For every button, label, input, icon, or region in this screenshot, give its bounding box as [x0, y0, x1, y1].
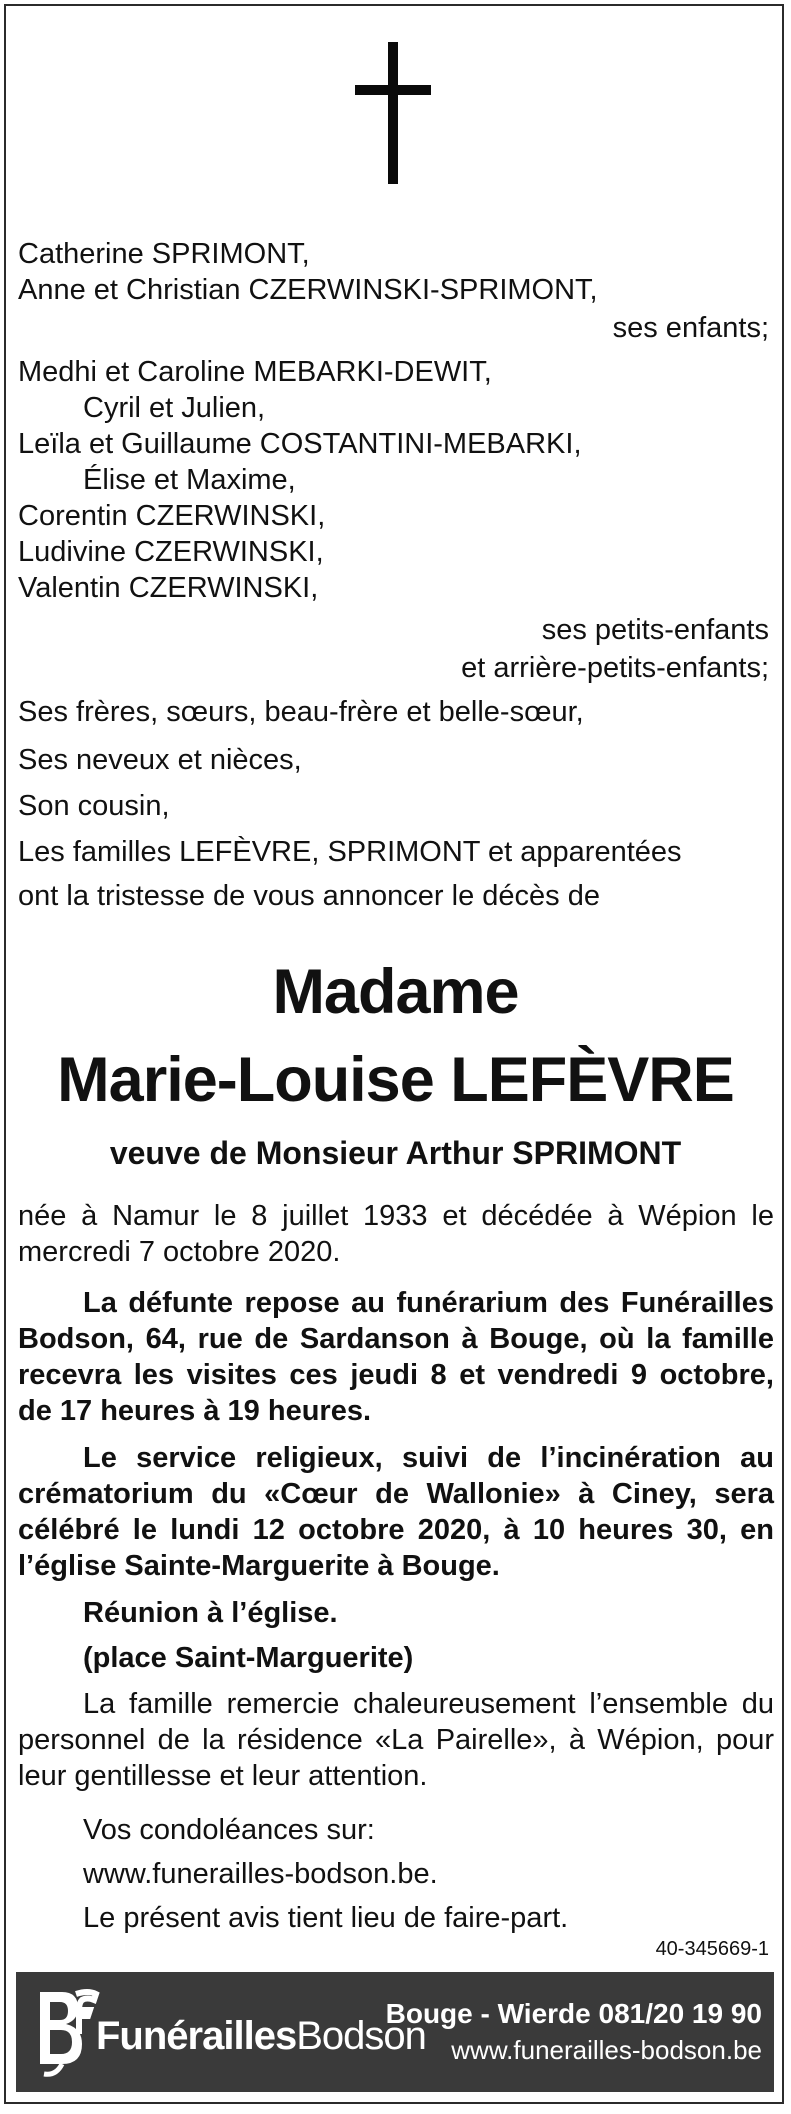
- thanks-text: La famille remercie chaleureusement l’ensemble du personnel de la résidence «La Pairelle», à Wépion, pour leur gentillesse et leur attention.: [18, 1688, 774, 1792]
- family-line: Ses frères, sœurs, beau-frère et belle-sœur,: [18, 696, 584, 728]
- family-line: ont la tristesse de vous annoncer le décès de: [18, 880, 600, 912]
- place-text: (place Saint-Marguerite): [83, 1642, 414, 1674]
- contact-line: [386, 1998, 762, 2030]
- family-line: Catherine SPRIMONT,: [18, 238, 310, 270]
- locations: Bouge - Wierde: [385, 1998, 591, 2029]
- family-line: Leïla et Guillaume COSTANTINI-MEBARKI,: [18, 428, 582, 460]
- family-line: Corentin CZERWINSKI,: [18, 500, 326, 532]
- family-line: ses enfants;: [612, 312, 769, 344]
- footer-website[interactable]: www.funerailles-bodson.be: [451, 2035, 762, 2065]
- birth-death-text: née à Namur le 8 juillet 1933 et décédée à Wépion le mercredi 7 octobre 2020.: [18, 1200, 774, 1268]
- phone-number[interactable]: 081/20 19 90: [598, 1998, 762, 2029]
- reference-number: 40-345669-1: [655, 1938, 769, 1960]
- deceased-name: Marie-Louise LEFÈVRE: [57, 1045, 734, 1115]
- meeting-text: Réunion à l’église.: [83, 1597, 338, 1629]
- deceased-title: Madame: [272, 957, 519, 1027]
- brand-second: Bodson: [296, 2014, 426, 2058]
- family-line: Ses neveux et nièces,: [18, 744, 302, 776]
- family-line: Les familles LEFÈVRE, SPRIMONT et apparentées: [18, 836, 682, 868]
- widow-of: veuve de Monsieur Arthur SPRIMONT: [109, 1135, 682, 1171]
- brand-first: Funérailles: [96, 2014, 297, 2058]
- cross-icon: [355, 42, 431, 184]
- family-line: Élise et Maxime,: [83, 464, 296, 496]
- condolences-website[interactable]: www.funerailles-bodson.be.: [83, 1858, 438, 1890]
- notice-text: Le présent avis tient lieu de faire-part.: [83, 1902, 569, 1934]
- family-line: Valentin CZERWINSKI,: [18, 572, 319, 604]
- family-line: Medhi et Caroline MEBARKI-DEWIT,: [18, 356, 492, 388]
- family-line: ses petits-enfants: [541, 614, 769, 646]
- funeral-home-banner: [16, 1972, 774, 2092]
- family-line: Ludivine CZERWINSKI,: [18, 536, 324, 568]
- condolences-text: Vos condoléances sur:: [83, 1814, 375, 1846]
- bodson-logo-icon: [32, 1984, 102, 2080]
- family-line: Cyril et Julien,: [83, 392, 266, 424]
- family-line: Anne et Christian CZERWINSKI-SPRIMONT,: [18, 274, 598, 306]
- brand-name: [96, 2012, 426, 2060]
- service-text: Le service religieux, suivi de l’incinération au crématorium du «Cœur de Wallonie» à Ciney, sera célébré le lundi 12 octobre 2020, à 10 heures 30, en l’église Sainte-Marguerite à Bouge.: [18, 1442, 774, 1582]
- family-line: et arrière-petits-enfants;: [461, 652, 769, 684]
- family-line: Son cousin,: [18, 790, 170, 822]
- viewing-text: La défunte repose au funérarium des Funérailles Bodson, 64, rue de Sardanson à Bouge, où la famille recevra les visites ces jeudi 8 et vendredi 9 octobre, de 17 heures à 19 heures.: [18, 1287, 774, 1427]
